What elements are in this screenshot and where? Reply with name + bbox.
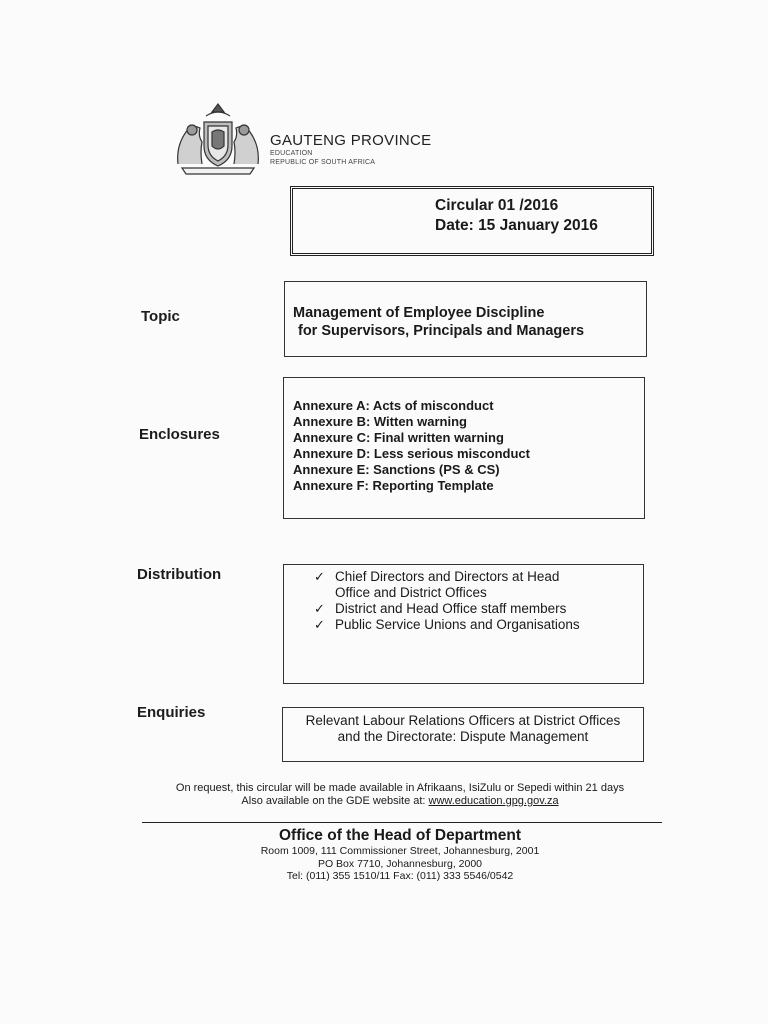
org-name: GAUTENG PROVINCE xyxy=(270,132,432,149)
website-link[interactable]: www.education.gpg.gov.za xyxy=(428,795,559,807)
enclosures-box xyxy=(283,377,645,519)
enclosures-list xyxy=(293,398,530,494)
circular-date: Date: 15 January 2016 xyxy=(435,217,598,234)
enquiries-line-2: and the Directorate: Dispute Management xyxy=(337,729,589,744)
check-icon: ✓ xyxy=(314,569,325,584)
check-icon: ✓ xyxy=(314,617,325,632)
enquiries-line-1: Relevant Labour Relations Officers at District Offices xyxy=(305,713,621,728)
distribution-list xyxy=(314,569,580,633)
distribution-item-text: District and Head Office staff members xyxy=(335,601,567,616)
distribution-item xyxy=(314,585,580,601)
enclosure-item: Annexure D: Less serious misconduct xyxy=(293,446,530,461)
topic-line-2: for Supervisors, Principals and Managers xyxy=(298,323,585,339)
divider xyxy=(142,822,662,823)
distribution-item-text: Chief Directors and Directors at Head xyxy=(335,569,560,584)
topic-line-1: Management of Employee Discipline xyxy=(293,305,545,321)
office-address-1: Room 1009, 111 Commissioner Street, Johannesburg, 2001 xyxy=(260,845,540,857)
distribution-box xyxy=(283,564,644,684)
topic-box xyxy=(284,281,647,357)
office-contact: Tel: (011) 355 1510/11 Fax: (011) 333 5546/0542 xyxy=(286,870,514,882)
org-block xyxy=(270,132,432,167)
notice-line-2 xyxy=(100,795,700,808)
enquiries-label: Enquiries xyxy=(137,704,206,721)
office-title: Office of the Head of Department xyxy=(279,827,521,844)
office-block xyxy=(100,826,700,883)
enclosure-item: Annexure C: Final written warning xyxy=(293,430,504,445)
distribution-item-text: Office and District Offices xyxy=(335,585,487,600)
distribution-item xyxy=(314,569,580,585)
distribution-item-text: Public Service Unions and Organisations xyxy=(335,617,580,632)
circular-number: Circular 01 /2016 xyxy=(435,197,559,214)
topic-text xyxy=(293,304,584,340)
distribution-item xyxy=(314,617,580,633)
office-address-2: PO Box 7710, Johannesburg, 2000 xyxy=(317,857,483,870)
org-department: EDUCATION xyxy=(270,150,313,157)
enquiries-text xyxy=(283,713,643,745)
enclosures-label: Enclosures xyxy=(139,426,220,443)
circular-box xyxy=(290,186,654,256)
topic-label: Topic xyxy=(141,308,180,325)
coat-of-arms-icon xyxy=(168,102,268,178)
enclosure-item: Annexure A: Acts of misconduct xyxy=(293,398,494,413)
enclosure-item: Annexure E: Sanctions (PS & CS) xyxy=(293,462,500,477)
check-icon: ✓ xyxy=(314,601,325,616)
language-notice xyxy=(100,782,700,808)
notice-line-2-prefix: Also available on the GDE website at: xyxy=(241,795,429,807)
enclosure-item: Annexure B: Witten warning xyxy=(293,414,467,429)
distribution-label: Distribution xyxy=(137,566,222,583)
notice-line-1: On request, this circular will be made available in Afrikaans, IsiZulu or Sepedi within 21 days xyxy=(175,782,625,794)
distribution-item xyxy=(314,601,580,617)
enclosure-item: Annexure F: Reporting Template xyxy=(293,478,494,493)
enquiries-box xyxy=(282,707,644,762)
org-country: REPUBLIC OF SOUTH AFRICA xyxy=(270,159,376,166)
